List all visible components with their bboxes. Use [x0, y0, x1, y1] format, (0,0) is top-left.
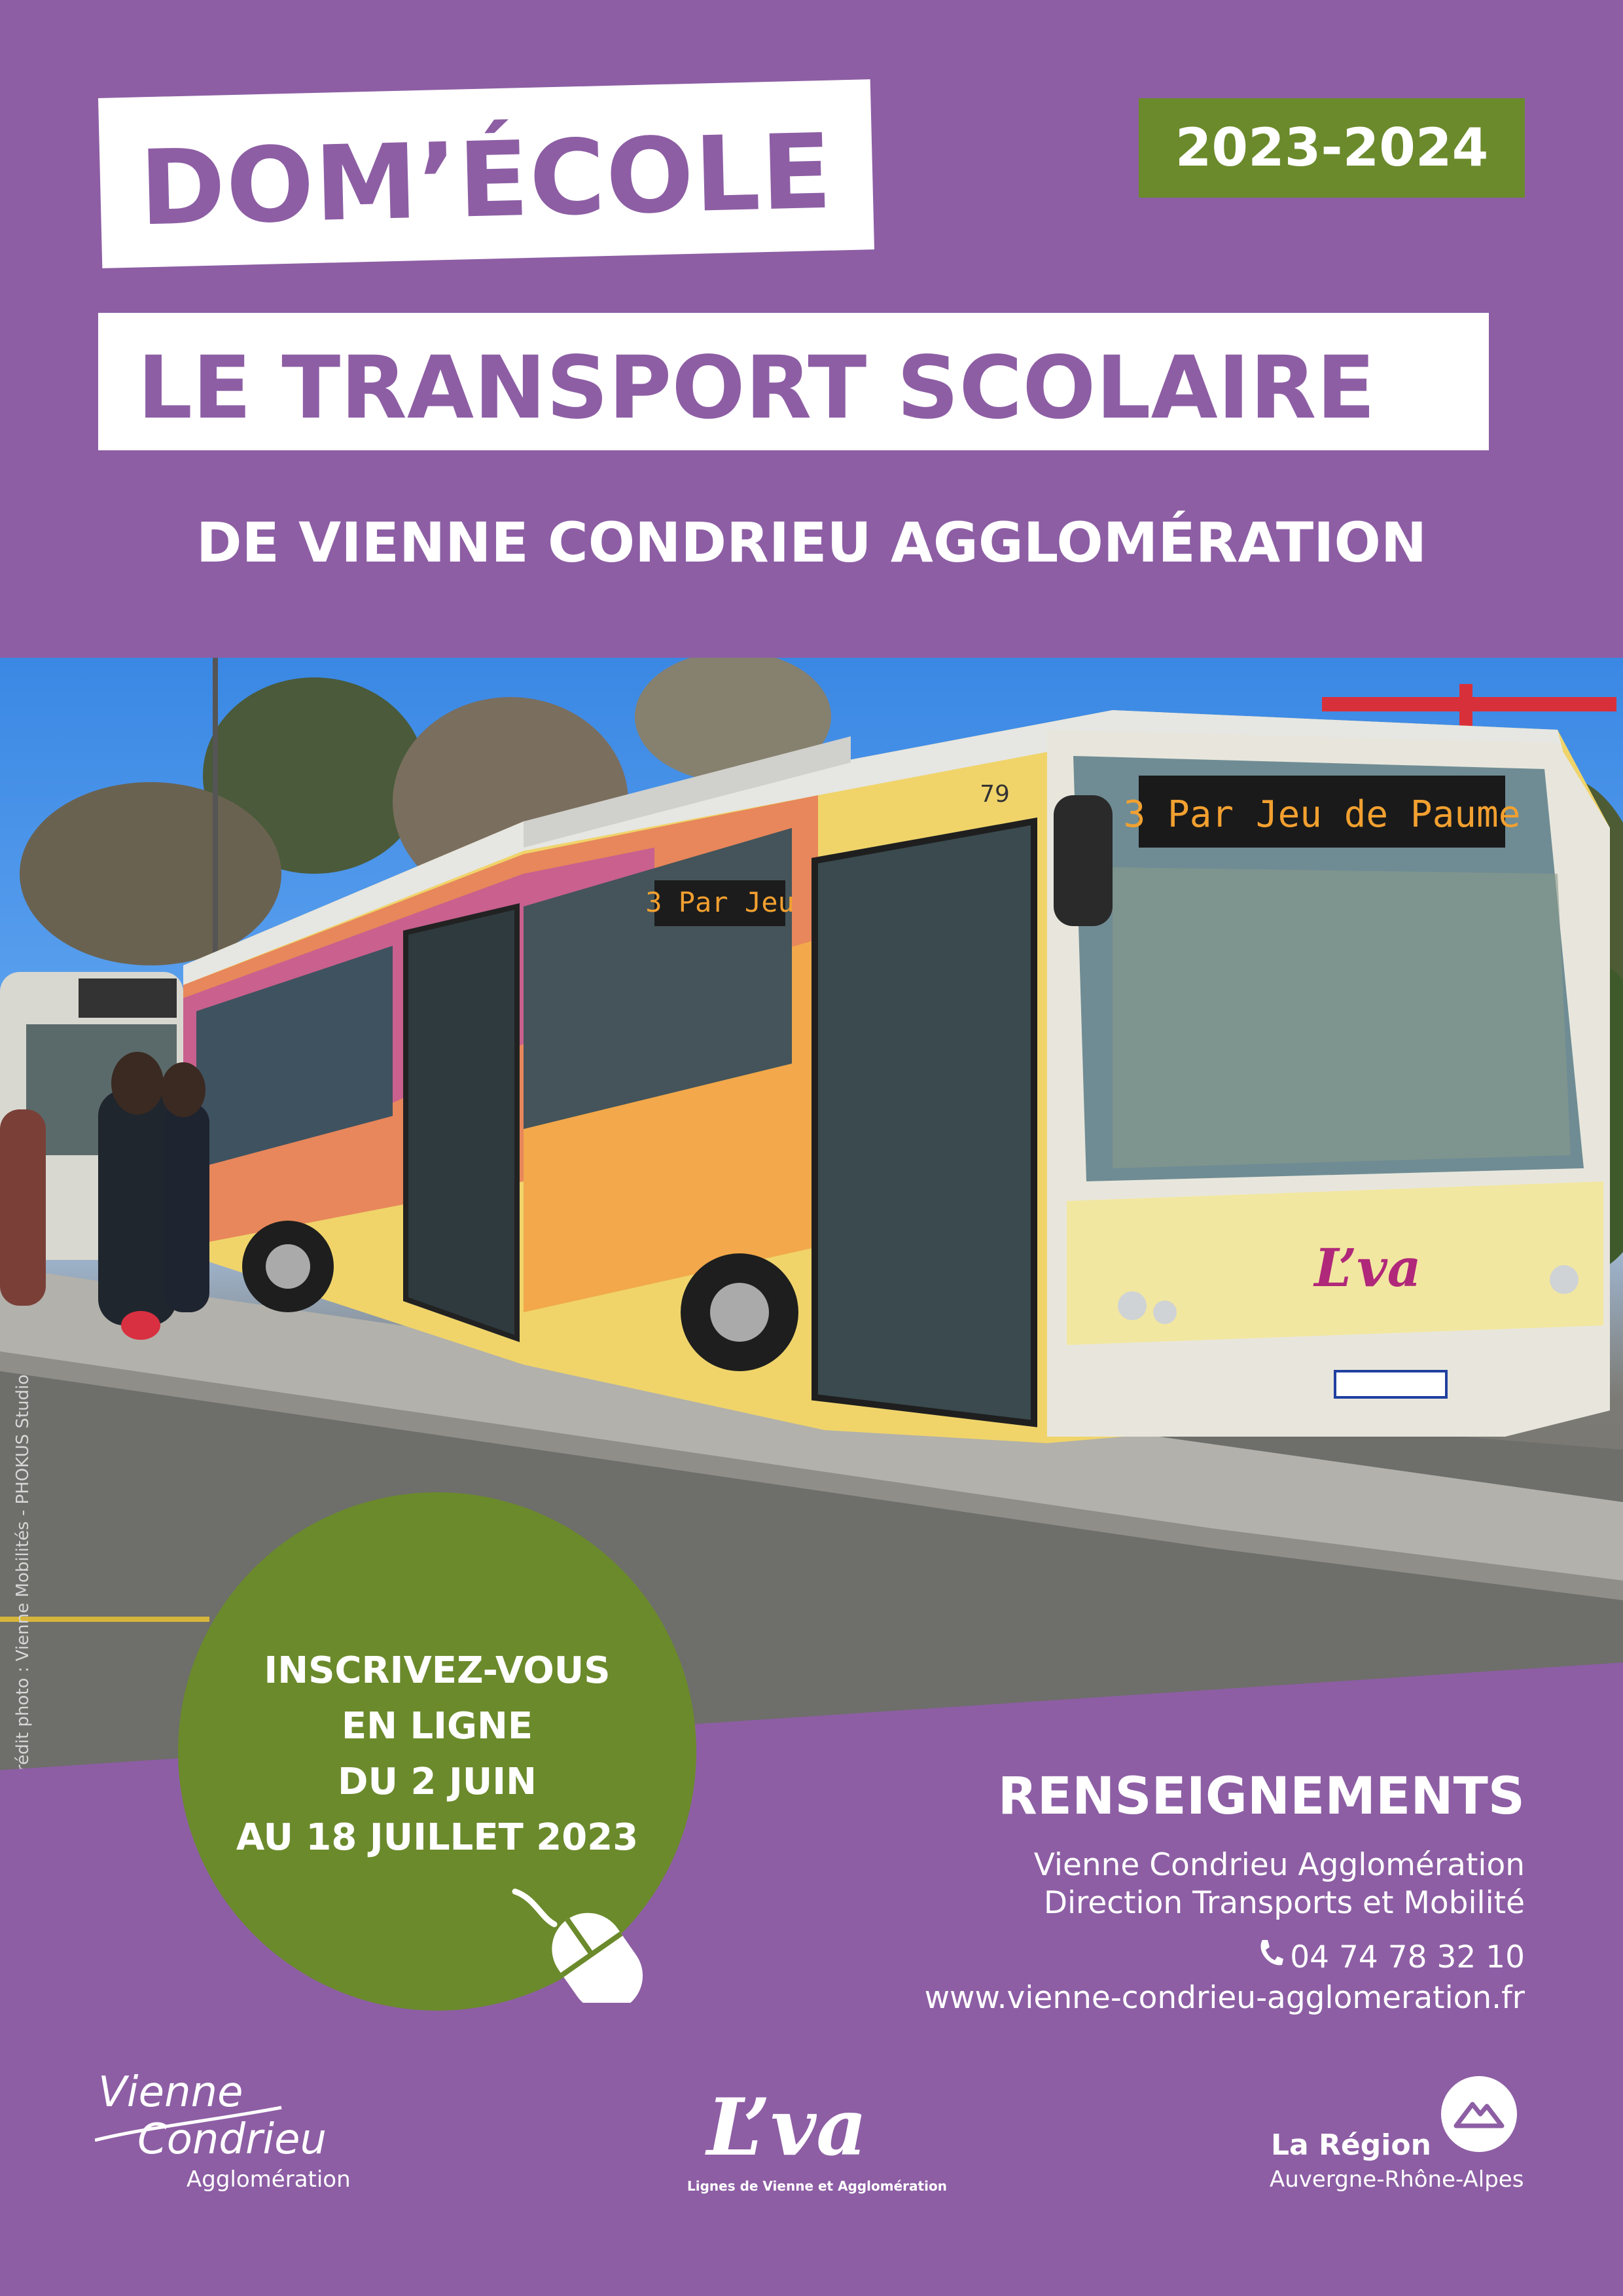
title-banner-transport [98, 313, 1489, 450]
vca-logo-line2: Condrieu [137, 2115, 327, 2164]
region-logo-line1: La Région [1271, 2128, 1431, 2162]
bus-number: 79 [980, 781, 1010, 808]
registration-line-4: AU 18 JUILLET 2023 [236, 1816, 639, 1859]
registration-line-1: INSCRIVEZ-VOUS [264, 1649, 611, 1692]
photo-credit: Crédit photo : Vienne Mobilités - PHOKUS Studio [13, 1374, 33, 1784]
registration-line-3: DU 2 JUIN [338, 1761, 537, 1803]
vca-swoosh-icon [95, 2104, 285, 2144]
info-phone: 04 74 78 32 10 [1290, 1939, 1525, 1975]
poster-subtitle: DE VIENNE CONDRIEU AGGLOMÉRATION [196, 511, 1427, 575]
vca-logo-line3: Agglomération [187, 2166, 351, 2193]
mouse-icon [508, 1885, 652, 2003]
info-phone-row [1257, 1939, 1525, 1975]
info-dept: Direction Transports et Mobilité [1043, 1885, 1525, 1921]
title-banner-domecole [98, 79, 874, 268]
registration-circle [178, 1492, 696, 2011]
info-title: RENSEIGNEMENTS [997, 1767, 1525, 1826]
lva-logo-tagline: Lignes de Vienne et Agglomération [687, 2178, 947, 2194]
lva-logo-name: L’va [707, 2081, 867, 2174]
info-org: Vienne Condrieu Agglomération [1033, 1847, 1525, 1883]
lva-logo [687, 2081, 947, 2199]
poster-title: DOM’ÉCOLE [138, 111, 834, 249]
vienne-condrieu-logo [95, 2068, 357, 2199]
year-badge: 2023-2024 [1139, 98, 1525, 198]
info-website[interactable]: www.vienne-condrieu-agglomeration.fr [924, 1980, 1525, 2016]
registration-line-2: EN LIGNE [341, 1705, 533, 1748]
vca-logo-line1: Vienne [98, 2068, 243, 2117]
region-emblem-icon [1440, 2075, 1518, 2153]
phone-icon [1257, 1939, 1283, 1975]
bus-front-logo: L’va [1314, 1237, 1421, 1299]
region-logo [1270, 2075, 1531, 2193]
bus-destination-sign: 3 Par Jeu de Paume [1123, 793, 1521, 836]
region-logo-line2: Auvergne-Rhône-Alpes [1270, 2166, 1524, 2193]
poster-subtitle-main: LE TRANSPORT SCOLAIRE [137, 338, 1376, 439]
bus-side-sign: 3 Par Jeu [645, 886, 794, 918]
